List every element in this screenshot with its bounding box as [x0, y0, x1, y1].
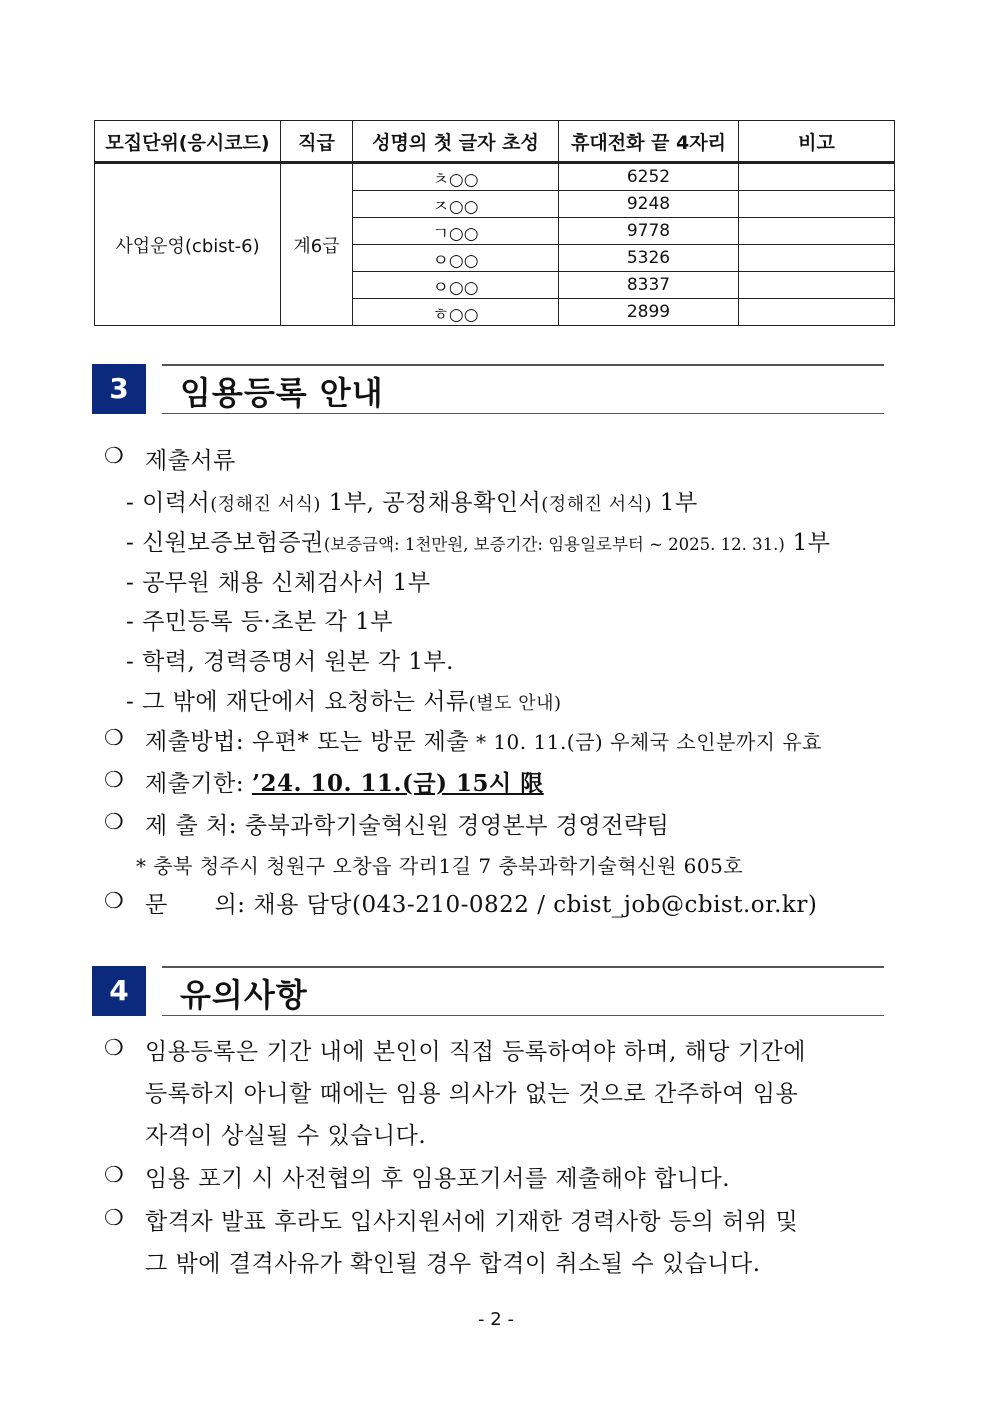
initial-cell: ㅎ○○ — [353, 299, 559, 326]
section-title: 임용등록 안내 — [180, 374, 384, 412]
contact-info: 문 의: 채용 담당(043-210-0822 / cbist_job@cbist.or.kr) — [145, 892, 818, 918]
grade-cell: 계6급 — [281, 163, 353, 326]
header-grade: 직급 — [281, 121, 353, 163]
note-cell — [739, 191, 895, 218]
section-divider-bottom — [162, 1015, 884, 1016]
bullet-icon: ❍ — [104, 1163, 124, 1188]
note-cell — [739, 245, 895, 272]
header-note: 비고 — [739, 121, 895, 163]
phone-cell: 8337 — [559, 272, 739, 299]
address-note: * 충북 청주시 청원구 오창읍 각리1길 7 충북과학기술혁신원 605호 — [136, 854, 744, 878]
table-header-row — [95, 121, 895, 163]
phone-cell: 6252 — [559, 163, 739, 191]
doc-item: - 학력, 경력증명서 원본 각 1부. — [126, 649, 454, 675]
doc-item: - 신원보증보험증권(보증금액: 1천만원, 보증기간: 임용일로부터 ~ 2025. 12. 31.) 1부 — [126, 530, 831, 556]
header-initial: 성명의 첫 글자 초성 — [353, 121, 559, 163]
bullet-icon: ❍ — [104, 1206, 124, 1231]
doc-item: - 공무원 채용 신체검사서 1부 — [126, 570, 431, 596]
section-3-header — [92, 364, 884, 414]
section-divider-top — [162, 364, 884, 366]
initial-cell: ㅇ○○ — [353, 272, 559, 299]
notice-item-line: 임용등록은 기간 내에 본인이 직접 등록하여야 하며, 해당 기간에 — [145, 1039, 806, 1065]
note-cell — [739, 163, 895, 191]
notice-item-line: 등록하지 아니할 때에는 임용 의사가 없는 것으로 간주하여 임용 — [145, 1081, 799, 1107]
header-phone: 휴대전화 끝 4자리 — [559, 121, 739, 163]
notice-item-line: 자격이 상실될 수 있습니다. — [145, 1123, 427, 1149]
section-divider-top — [162, 966, 884, 968]
doc-item: - 이력서(정해진 서식) 1부, 공정채용확인서(정해진 서식) 1부 — [126, 490, 698, 516]
initial-cell: ㅊ○○ — [353, 163, 559, 191]
initial-cell: ㅇ○○ — [353, 245, 559, 272]
phone-cell: 9778 — [559, 218, 739, 245]
initial-cell: ㄱ○○ — [353, 218, 559, 245]
section-divider-bottom — [162, 413, 884, 414]
deadline-value: ’24. 10. 11.(금) 15시 限 — [251, 770, 544, 797]
bullet-icon: ❍ — [104, 768, 124, 793]
notice-item-line: 그 밖에 결격사유가 확인될 경우 합격이 취소될 수 있습니다. — [145, 1251, 761, 1277]
phone-cell: 2899 — [559, 299, 739, 326]
docs-title: 제출서류 — [145, 448, 236, 474]
submission-deadline: 제출기한: ’24. 10. 11.(금) 15시 限 — [145, 770, 544, 797]
section-4-header — [92, 966, 884, 1016]
note-cell — [739, 299, 895, 326]
bullet-icon: ❍ — [104, 444, 124, 469]
bullet-icon: ❍ — [104, 726, 124, 751]
note-cell — [739, 218, 895, 245]
bullet-icon: ❍ — [104, 889, 124, 914]
section-title: 유의사항 — [180, 976, 308, 1014]
table-row — [95, 163, 895, 191]
results-table — [94, 120, 895, 326]
submission-method: 제출방법: 우편* 또는 방문 제출 * 10. 11.(금) 우체국 소인분까지 유효 — [145, 729, 822, 755]
notice-item-line: 합격자 발표 후라도 입사지원서에 기재한 경력사항 등의 허위 및 — [145, 1209, 799, 1235]
phone-cell: 5326 — [559, 245, 739, 272]
doc-item: - 주민등록 등·초본 각 1부 — [126, 609, 393, 635]
unit-cell: 사업운영(cbist-6) — [95, 163, 281, 326]
note-cell — [739, 272, 895, 299]
notice-item-line: 임용 포기 시 사전협의 후 임용포기서를 제출해야 합니다. — [145, 1166, 731, 1192]
section-number-badge: 3 — [92, 364, 146, 414]
initial-cell: ㅈ○○ — [353, 191, 559, 218]
header-unit: 모집단위(응시코드) — [95, 121, 281, 163]
page-number: - 2 - — [478, 1309, 514, 1330]
section-number-badge: 4 — [92, 966, 146, 1016]
doc-item: - 그 밖에 재단에서 요청하는 서류(별도 안내) — [126, 689, 562, 715]
submission-place: 제 출 처: 충북과학기술혁신원 경영본부 경영전략팀 — [145, 813, 670, 839]
bullet-icon: ❍ — [104, 810, 124, 835]
bullet-icon: ❍ — [104, 1036, 124, 1061]
phone-cell: 9248 — [559, 191, 739, 218]
